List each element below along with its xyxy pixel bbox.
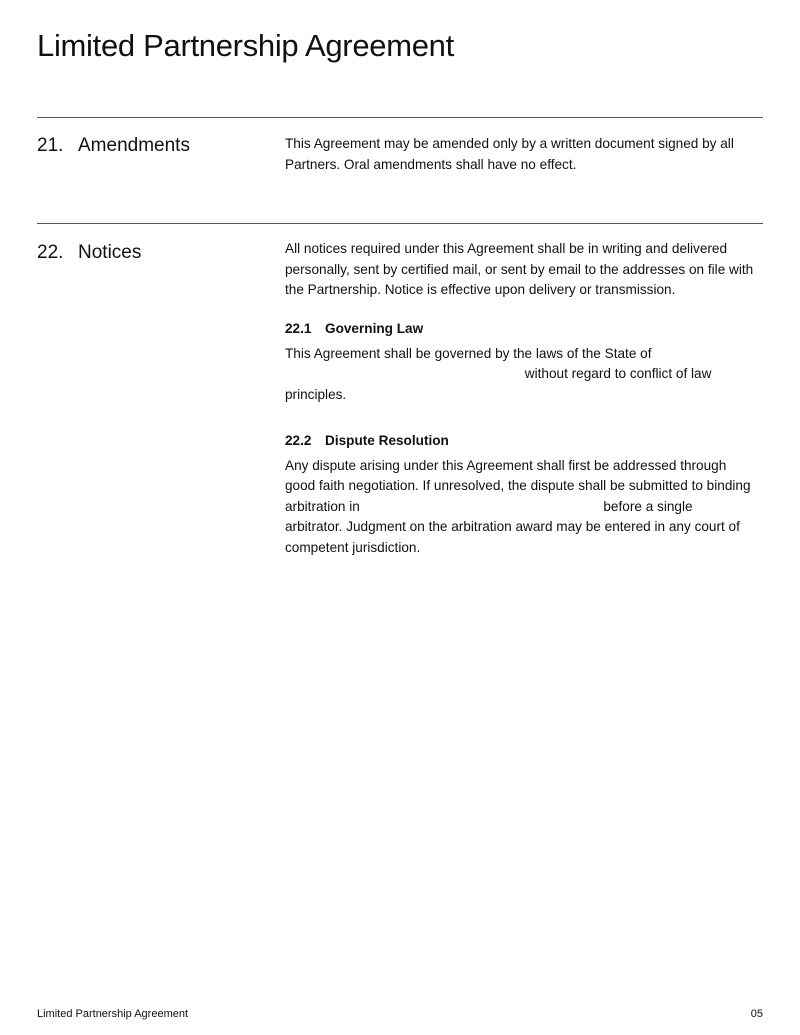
dispute-text-after: before a single arbitrator. <box>285 498 693 534</box>
governing-law-line-3: principles. <box>285 386 347 402</box>
page-number: 05 <box>750 1008 763 1020</box>
arbitration-location-field[interactable] <box>364 498 600 516</box>
subsection-title: Dispute Resolution <box>325 433 449 448</box>
footer-title: Limited Partnership Agreement <box>37 1008 189 1020</box>
section-number: 22. <box>37 242 64 263</box>
subsection-number: 22.1 <box>285 321 312 336</box>
section-number: 21. <box>37 135 64 156</box>
governing-law-line-1: This Agreement shall be governed by the laws of the State of <box>285 345 652 361</box>
subsection-heading <box>285 319 755 340</box>
amendments-text: This Agreement may be amended only by a written document signed by all Partners. Oral amendments shall have no effect. <box>285 136 734 172</box>
subsection-title: Governing Law <box>325 321 424 336</box>
subsection-dispute-resolution <box>285 431 753 558</box>
dispute-text-before: Any dispute arising under this Agreement shall first be addressed through good faith negotiation. If unresolved, the dispute shall be submitted to binding arbitration in <box>285 457 751 514</box>
governing-state-field[interactable] <box>285 365 521 383</box>
subsection-governing-law <box>285 319 755 405</box>
section-body <box>285 134 755 175</box>
subsection-number: 22.2 <box>285 433 312 448</box>
dispute-text-end: Judgment on the arbitration award may be entered in any court of competent jurisdiction. <box>285 519 740 555</box>
section-divider <box>37 223 763 224</box>
section-heading-notices: Notices <box>78 242 142 263</box>
document-title: Limited Partnership Agreement <box>37 28 454 63</box>
section-body <box>285 239 757 301</box>
governing-law-line-2: without regard to conflict of law <box>524 366 712 381</box>
notices-text: All notices required under this Agreement shall be in writing and delivered personally, sent by certified mail, or sent by email to the addresses on file with the Partnership. Notice is effective upon delivery or transmission. <box>285 241 754 297</box>
section-divider <box>37 117 763 118</box>
subsection-heading <box>285 431 753 452</box>
section-heading-amendments: Amendments <box>78 135 190 156</box>
